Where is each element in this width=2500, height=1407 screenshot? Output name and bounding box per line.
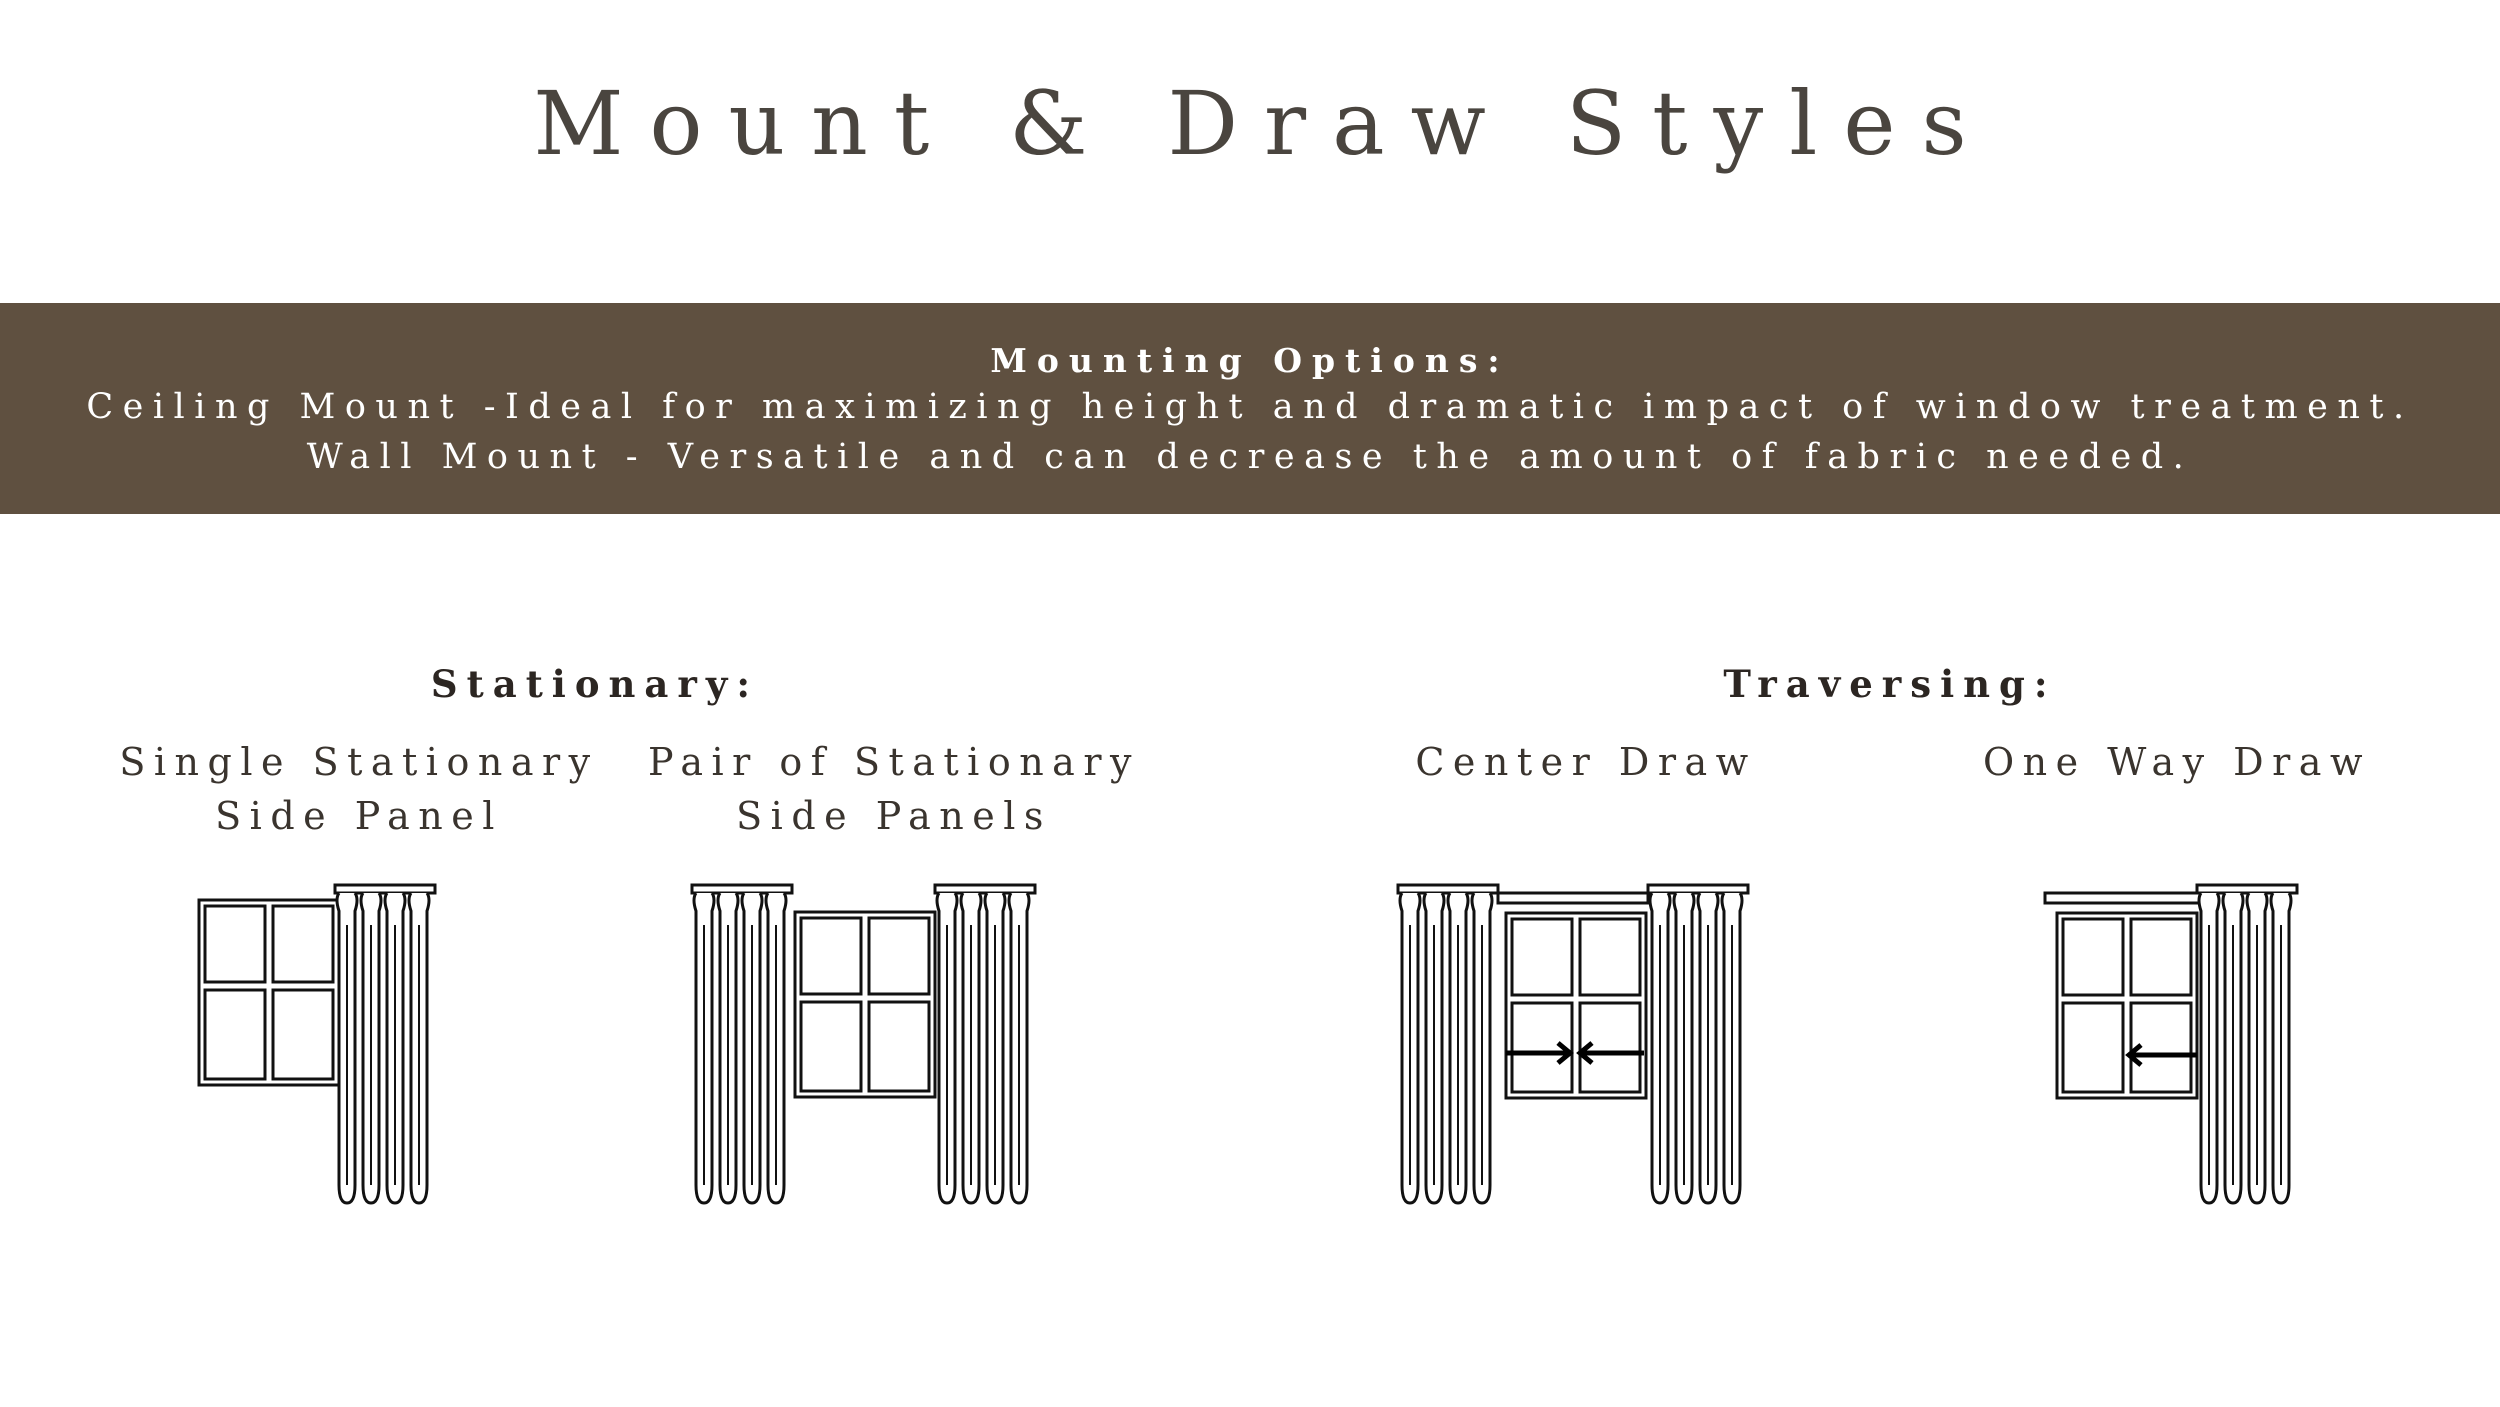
pair-stationary-illustration xyxy=(690,885,1040,1210)
caption-line: Center Draw xyxy=(1415,740,1757,784)
ceiling-mount-text: Ceiling Mount -Ideal for maximizing height and dramatic impact of window treatment. xyxy=(86,387,2414,427)
caption-line: Side Panel xyxy=(215,794,503,838)
center-draw-illustration xyxy=(1398,885,1758,1210)
traversing-heading: Traversing: xyxy=(1723,662,2057,706)
center-draw-caption xyxy=(1266,735,1906,789)
caption-line: Pair of Stationary xyxy=(648,740,1140,784)
caption-line: Single Stationary xyxy=(119,740,599,784)
wall-mount-text: Wall Mount - Versatile and can decrease the amount of fabric needed. xyxy=(306,437,2194,477)
banner-heading: Mounting Options: xyxy=(990,341,1510,380)
single-stationary-illustration xyxy=(195,885,455,1210)
caption-line: Side Panels xyxy=(736,794,1052,838)
one-way-draw-caption xyxy=(1857,735,2497,789)
caption-line: One Way Draw xyxy=(1983,740,2371,784)
mounting-options-banner xyxy=(0,303,2500,514)
stationary-heading: Stationary: xyxy=(430,662,760,706)
one-way-draw-illustration xyxy=(2045,885,2305,1210)
pair-stationary-caption xyxy=(574,735,1214,843)
page-title: Mount & Draw Styles xyxy=(533,72,1993,175)
